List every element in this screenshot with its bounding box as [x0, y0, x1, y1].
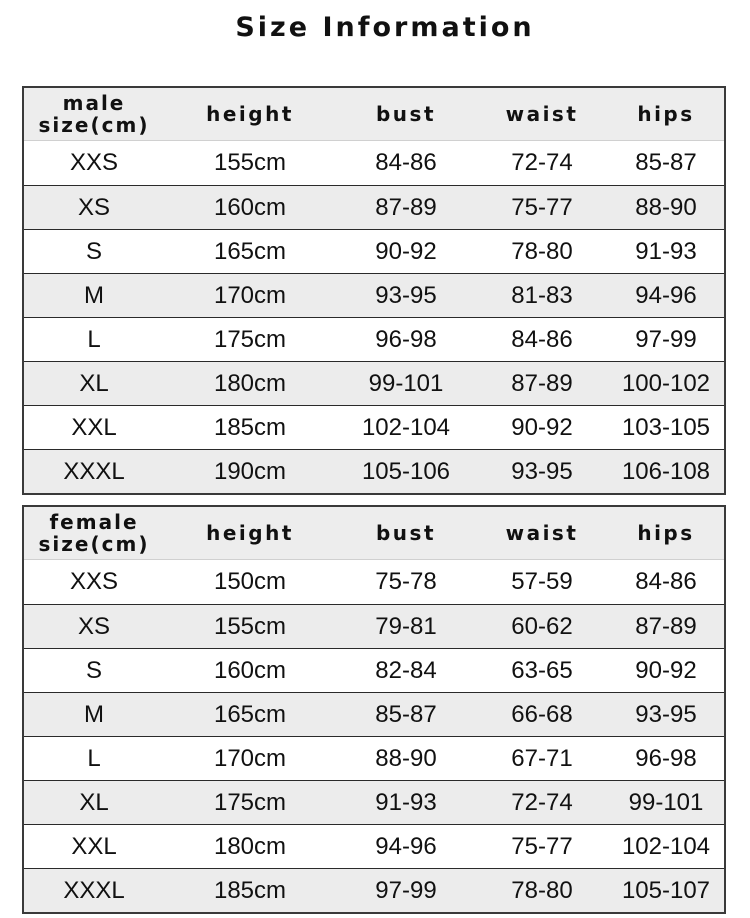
size-cell: XXS [69, 568, 119, 595]
table-row [24, 736, 724, 780]
size-cell: L [87, 744, 101, 772]
height-cell: 150cm [213, 568, 287, 595]
bust-cell: 96-98 [375, 325, 437, 353]
page-title: Size Information [235, 12, 535, 43]
waist-cell: 72-74 [511, 149, 573, 176]
bust-cell: 93-95 [375, 281, 437, 309]
waist-cell: 75-77 [511, 193, 573, 221]
male-waist-header: waist [505, 102, 579, 126]
height-cell: 175cm [213, 325, 287, 353]
bust-cell: 97-99 [375, 876, 437, 904]
waist-cell: 78-80 [511, 876, 573, 904]
size-cell: S [85, 237, 102, 265]
bust-cell: 102-104 [361, 413, 451, 441]
waist-cell: 93-95 [511, 457, 573, 485]
size-cell: XXL [71, 832, 117, 860]
bust-cell: 79-81 [375, 612, 437, 640]
female-size-header [24, 511, 164, 555]
male-size-table [22, 86, 726, 495]
bust-cell: 90-92 [375, 237, 437, 265]
hips-cell: 94-96 [635, 281, 697, 309]
hips-cell: 103-105 [621, 413, 711, 441]
waist-cell: 60-62 [511, 612, 573, 640]
bust-cell: 88-90 [375, 744, 437, 772]
table-row [24, 185, 724, 229]
size-cell: L [87, 325, 101, 353]
male-hips-header: hips [637, 102, 695, 126]
hips-cell: 84-86 [635, 568, 697, 595]
hips-cell: 97-99 [635, 325, 697, 353]
height-cell: 185cm [213, 876, 287, 904]
table-row [24, 273, 724, 317]
bust-cell: 91-93 [375, 788, 437, 816]
hips-cell: 93-95 [635, 700, 697, 728]
size-cell: XL [79, 788, 109, 816]
hips-cell: 106-108 [621, 457, 711, 485]
height-cell: 180cm [213, 369, 287, 397]
height-cell: 170cm [213, 744, 287, 772]
bust-cell: 87-89 [375, 193, 437, 221]
male-rows [24, 141, 724, 493]
table-row [24, 141, 724, 185]
size-cell: S [85, 656, 102, 684]
bust-cell: 99-101 [368, 369, 444, 397]
bust-cell: 85-87 [375, 700, 437, 728]
female-size-table [22, 505, 726, 914]
size-cell: XXXL [63, 457, 125, 485]
height-cell: 185cm [213, 413, 287, 441]
size-cell: XXS [69, 149, 119, 176]
table-row [24, 317, 724, 361]
table-row [24, 868, 724, 912]
male-size-header [24, 92, 164, 136]
hips-cell: 85-87 [635, 149, 697, 176]
table-row [24, 824, 724, 868]
bust-cell: 105-106 [361, 457, 451, 485]
male-size-header-line1: male [62, 91, 126, 115]
size-cell: XL [79, 369, 109, 397]
size-cell: XS [77, 193, 110, 221]
male-height-header: height [206, 102, 294, 126]
table-row [24, 229, 724, 273]
female-hips-header: hips [637, 521, 695, 545]
table-row [24, 604, 724, 648]
table-row [24, 692, 724, 736]
height-cell: 160cm [213, 656, 287, 684]
hips-cell: 90-92 [635, 656, 697, 684]
bust-cell: 84-86 [375, 149, 437, 176]
table-row [24, 560, 724, 604]
height-cell: 170cm [213, 281, 287, 309]
hips-cell: 100-102 [621, 369, 711, 397]
waist-cell: 84-86 [511, 325, 573, 353]
hips-cell: 99-101 [628, 788, 704, 816]
waist-cell: 81-83 [511, 281, 573, 309]
waist-cell: 57-59 [511, 568, 573, 595]
waist-cell: 66-68 [511, 700, 573, 728]
waist-cell: 72-74 [511, 788, 573, 816]
height-cell: 155cm [213, 612, 287, 640]
hips-cell: 91-93 [635, 237, 697, 265]
female-height-header: height [206, 521, 294, 545]
female-size-header-line1: female [49, 510, 139, 534]
waist-cell: 78-80 [511, 237, 573, 265]
female-bust-header: bust [375, 521, 437, 545]
waist-cell: 75-77 [511, 832, 573, 860]
hips-cell: 105-107 [621, 876, 711, 904]
waist-cell: 67-71 [511, 744, 573, 772]
size-cell: XXXL [63, 876, 125, 904]
size-cell: XS [77, 612, 110, 640]
bust-cell: 75-78 [375, 568, 437, 595]
bust-cell: 94-96 [375, 832, 437, 860]
table-row [24, 648, 724, 692]
hips-cell: 88-90 [635, 193, 697, 221]
male-bust-header: bust [375, 102, 437, 126]
height-cell: 165cm [213, 700, 287, 728]
waist-cell: 90-92 [511, 413, 573, 441]
female-rows [24, 560, 724, 912]
height-cell: 155cm [213, 149, 287, 176]
hips-cell: 87-89 [635, 612, 697, 640]
size-cell: M [84, 700, 104, 728]
male-header-row [24, 88, 724, 141]
table-row [24, 780, 724, 824]
height-cell: 175cm [213, 788, 287, 816]
table-row [24, 361, 724, 405]
waist-cell: 87-89 [511, 369, 573, 397]
female-header-row [24, 507, 724, 560]
hips-cell: 102-104 [621, 832, 711, 860]
height-cell: 190cm [213, 457, 287, 485]
size-cell: XXL [71, 413, 117, 441]
table-row [24, 449, 724, 493]
female-size-header-line2: size(cm) [38, 532, 150, 556]
hips-cell: 96-98 [635, 744, 697, 772]
female-waist-header: waist [505, 521, 579, 545]
bust-cell: 82-84 [375, 656, 437, 684]
table-row [24, 405, 724, 449]
waist-cell: 63-65 [511, 656, 573, 684]
size-cell: M [84, 281, 104, 309]
height-cell: 165cm [213, 237, 287, 265]
height-cell: 160cm [213, 193, 287, 221]
height-cell: 180cm [213, 832, 287, 860]
male-size-header-line2: size(cm) [38, 113, 150, 137]
